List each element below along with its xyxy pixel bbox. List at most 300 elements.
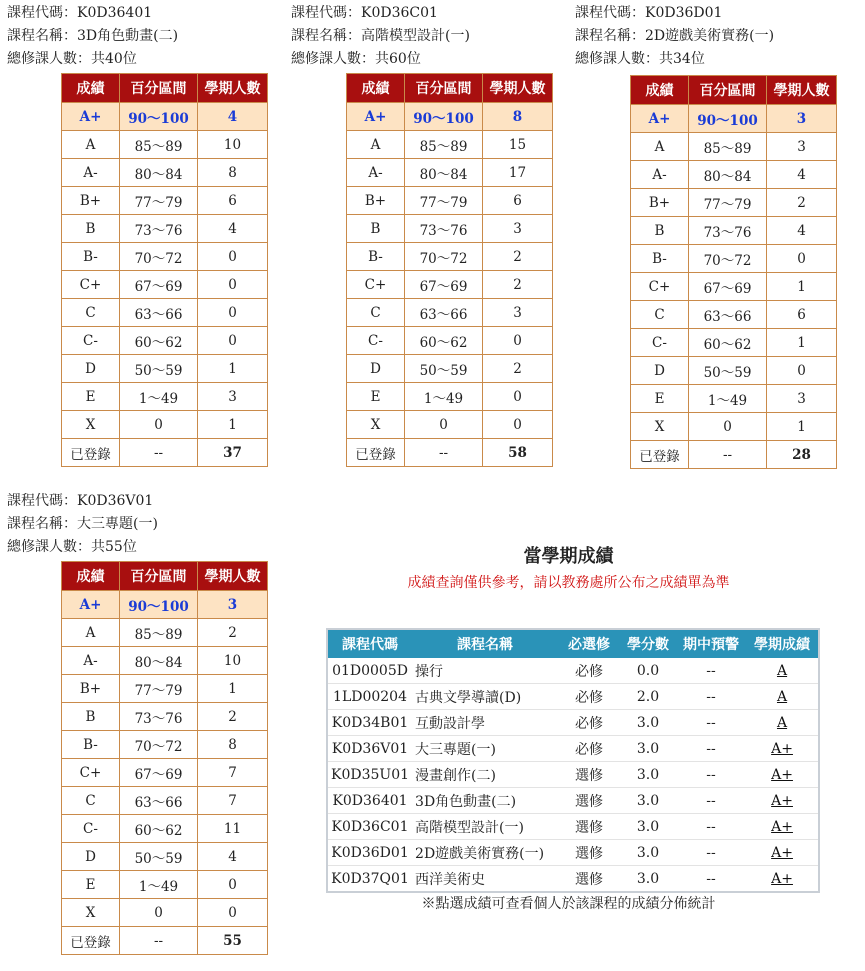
range-cell: -- — [120, 439, 198, 467]
course-code: K0D36401 — [77, 5, 153, 21]
course-block-4 — [7, 490, 268, 955]
grade-link[interactable]: A+ — [771, 766, 793, 783]
range-cell: 50～59 — [689, 357, 767, 385]
range-cell: 0 — [120, 899, 198, 927]
count-cell: 37 — [198, 439, 268, 467]
count-cell: 0 — [198, 299, 268, 327]
range-cell: 67～69 — [120, 271, 198, 299]
distribution-row — [62, 899, 268, 927]
col-grade: 成績 — [347, 74, 405, 103]
grade-cell: C — [62, 787, 120, 815]
distribution-row — [631, 441, 837, 469]
course-name-cell: 操行 — [412, 658, 558, 684]
course-total: 共55位 — [91, 539, 137, 555]
count-cell: 0 — [483, 411, 553, 439]
distribution-row — [631, 413, 837, 441]
course-code-cell: K0D35U01 — [327, 762, 412, 788]
range-cell: 70～72 — [689, 245, 767, 273]
distribution-row — [631, 385, 837, 413]
course-code-cell: K0D36C01 — [327, 814, 412, 840]
midterm-warning-cell: -- — [676, 788, 746, 814]
grade-cell: A+ — [631, 105, 689, 133]
grade-cell: X — [347, 411, 405, 439]
course-total: 共60位 — [375, 51, 421, 67]
course-name-cell: 古典文學導讀(D) — [412, 684, 558, 710]
grade-cell: C+ — [62, 759, 120, 787]
distribution-row — [62, 871, 268, 899]
distribution-row — [631, 245, 837, 273]
range-cell: 0 — [405, 411, 483, 439]
grade-cell: 已登錄 — [631, 441, 689, 469]
grade-cell: A — [347, 131, 405, 159]
range-cell: 85～89 — [689, 133, 767, 161]
distribution-row — [631, 273, 837, 301]
range-cell: 70～72 — [405, 243, 483, 271]
grade-link[interactable]: A — [776, 714, 788, 731]
distribution-row — [631, 357, 837, 385]
required-cell: 選修 — [558, 840, 620, 866]
required-cell: 選修 — [558, 866, 620, 893]
semester-grade-cell — [746, 840, 819, 866]
course-code-cell: K0D36D01 — [327, 840, 412, 866]
distribution-row — [62, 299, 268, 327]
grade-link[interactable]: A+ — [771, 844, 793, 861]
grade-cell: A- — [62, 647, 120, 675]
count-cell: 0 — [198, 327, 268, 355]
range-cell: 85～89 — [405, 131, 483, 159]
grade-cell: C+ — [62, 271, 120, 299]
distribution-row — [62, 787, 268, 815]
course-name: 大三專題(一) — [77, 516, 158, 532]
range-cell: 80～84 — [120, 647, 198, 675]
col-grade: 成績 — [631, 76, 689, 105]
course-total-line: 總修課人數：共60位 — [291, 51, 421, 67]
required-cell: 必修 — [558, 710, 620, 736]
course-name-cell: 漫畫創作(二) — [412, 762, 558, 788]
required-cell: 選修 — [558, 814, 620, 840]
distribution-row — [347, 439, 553, 467]
distribution-row — [62, 103, 268, 131]
current-grade-row — [327, 710, 819, 736]
col-count: 學期人數 — [483, 74, 553, 103]
col-count: 學期人數 — [767, 76, 837, 105]
distribution-row — [62, 411, 268, 439]
count-cell: 6 — [198, 187, 268, 215]
distribution-header — [62, 562, 268, 591]
distribution-row — [347, 355, 553, 383]
credits-cell: 3.0 — [620, 710, 676, 736]
distribution-row — [62, 215, 268, 243]
course-total: 共40位 — [91, 51, 137, 67]
grade-cell: C- — [62, 327, 120, 355]
distribution-row — [347, 243, 553, 271]
range-cell: 63～66 — [689, 301, 767, 329]
count-cell: 2 — [483, 271, 553, 299]
current-grade-row — [327, 658, 819, 684]
count-cell: 11 — [198, 815, 268, 843]
col-count: 學期人數 — [198, 562, 268, 591]
distribution-row — [62, 355, 268, 383]
count-cell: 3 — [198, 591, 268, 619]
current-grade-row — [327, 736, 819, 762]
grade-cell: B — [631, 217, 689, 245]
grade-cell: 已登錄 — [62, 439, 120, 467]
credits-cell: 3.0 — [620, 736, 676, 762]
current-grades-table — [326, 628, 820, 893]
grade-cell: E — [62, 383, 120, 411]
count-cell: 0 — [198, 871, 268, 899]
range-cell: 67～69 — [405, 271, 483, 299]
range-cell: 73～76 — [120, 703, 198, 731]
range-cell: 73～76 — [120, 215, 198, 243]
count-cell: 3 — [198, 383, 268, 411]
course-name-line: 課程名稱：高階模型設計(一) — [291, 28, 470, 44]
range-cell: 60～62 — [405, 327, 483, 355]
course-code-line: 課程代碼：K0D36401 — [7, 5, 153, 21]
grade-cell: A — [62, 131, 120, 159]
distribution-row — [62, 731, 268, 759]
col-course-name: 課程名稱 — [412, 629, 558, 658]
range-cell: -- — [405, 439, 483, 467]
range-cell: 77～79 — [120, 187, 198, 215]
count-cell: 4 — [198, 103, 268, 131]
range-cell: 67～69 — [120, 759, 198, 787]
range-cell: 50～59 — [405, 355, 483, 383]
grade-link[interactable]: A — [776, 662, 788, 679]
course-name-line: 課程名稱：大三專題(一) — [7, 516, 158, 532]
range-cell: 90～100 — [120, 591, 198, 619]
semester-grade-cell — [746, 736, 819, 762]
grade-cell: A- — [62, 159, 120, 187]
grade-cell: C — [631, 301, 689, 329]
count-cell: 2 — [483, 243, 553, 271]
col-required: 必選修 — [558, 629, 620, 658]
course-code-cell: K0D37Q01 — [327, 866, 412, 893]
course-name: 2D遊戲美術實務(一) — [645, 28, 775, 44]
current-grade-row — [327, 840, 819, 866]
distribution-row — [62, 591, 268, 619]
grade-link[interactable]: A — [776, 688, 788, 705]
range-cell: 50～59 — [120, 355, 198, 383]
required-cell: 選修 — [558, 788, 620, 814]
semester-grade-cell — [746, 762, 819, 788]
count-cell: 1 — [767, 413, 837, 441]
distribution-row — [347, 131, 553, 159]
range-cell: 80～84 — [120, 159, 198, 187]
range-cell: 60～62 — [689, 329, 767, 357]
count-cell: 8 — [198, 731, 268, 759]
col-midterm-warning: 期中預警 — [676, 629, 746, 658]
range-cell: 73～76 — [689, 217, 767, 245]
range-cell: 1～49 — [120, 871, 198, 899]
col-semester-grade: 學期成績 — [746, 629, 819, 658]
count-cell: 10 — [198, 131, 268, 159]
col-count: 學期人數 — [198, 74, 268, 103]
range-cell: 50～59 — [120, 843, 198, 871]
course-name-cell: 互動設計學 — [412, 710, 558, 736]
range-cell: -- — [689, 441, 767, 469]
course-code-cell: K0D36V01 — [327, 736, 412, 762]
count-cell: 3 — [767, 105, 837, 133]
distribution-row — [631, 329, 837, 357]
credits-cell: 3.0 — [620, 814, 676, 840]
course-name: 3D角色動畫(二) — [77, 28, 179, 44]
grade-cell: B — [62, 215, 120, 243]
range-cell: 0 — [689, 413, 767, 441]
distribution-row — [62, 439, 268, 467]
grade-cell: E — [62, 871, 120, 899]
count-cell: 17 — [483, 159, 553, 187]
count-cell: 6 — [483, 187, 553, 215]
current-grades-header — [327, 629, 819, 658]
grade-cell: X — [62, 411, 120, 439]
grade-cell: A- — [631, 161, 689, 189]
range-cell: 70～72 — [120, 731, 198, 759]
course-name-cell: 大三專題(一) — [412, 736, 558, 762]
course-code: K0D36V01 — [77, 493, 154, 509]
count-cell: 2 — [483, 355, 553, 383]
grade-cell: C — [62, 299, 120, 327]
credits-cell: 0.0 — [620, 658, 676, 684]
count-cell: 3 — [767, 385, 837, 413]
grade-cell: E — [631, 385, 689, 413]
course-code: K0D36C01 — [361, 5, 438, 21]
count-cell: 3 — [483, 215, 553, 243]
grade-cell: C+ — [631, 273, 689, 301]
count-cell: 28 — [767, 441, 837, 469]
current-grade-row — [327, 866, 819, 893]
col-range: 百分區間 — [689, 76, 767, 105]
distribution-row — [347, 187, 553, 215]
midterm-warning-cell: -- — [676, 710, 746, 736]
distribution-row — [62, 815, 268, 843]
midterm-warning-cell: -- — [676, 840, 746, 866]
semester-grade-cell — [746, 788, 819, 814]
required-cell: 選修 — [558, 762, 620, 788]
course-total-line: 總修課人數：共55位 — [7, 539, 137, 555]
course-name-cell: 3D角色動畫(二) — [412, 788, 558, 814]
distribution-row — [631, 217, 837, 245]
count-cell: 3 — [483, 299, 553, 327]
distribution-row — [62, 927, 268, 955]
grade-cell: C — [347, 299, 405, 327]
count-cell: 7 — [198, 759, 268, 787]
current-grade-row — [327, 684, 819, 710]
range-cell: 70～72 — [120, 243, 198, 271]
count-cell: 2 — [767, 189, 837, 217]
grade-cell: D — [62, 355, 120, 383]
range-cell: -- — [120, 927, 198, 955]
distribution-header — [62, 74, 268, 103]
course-code-cell: 01D0005D — [327, 658, 412, 684]
count-cell: 1 — [198, 355, 268, 383]
count-cell: 6 — [767, 301, 837, 329]
distribution-row — [347, 103, 553, 131]
count-cell: 0 — [767, 245, 837, 273]
required-cell: 必修 — [558, 736, 620, 762]
course-name-cell: 2D遊戲美術實務(一) — [412, 840, 558, 866]
grade-cell: B- — [631, 245, 689, 273]
distribution-row — [62, 327, 268, 355]
credits-cell: 2.0 — [620, 684, 676, 710]
grade-cell: 已登錄 — [62, 927, 120, 955]
distribution-row — [62, 271, 268, 299]
grade-link[interactable]: A+ — [771, 792, 793, 809]
distribution-row — [347, 383, 553, 411]
count-cell: 4 — [767, 161, 837, 189]
semester-grade-cell — [746, 710, 819, 736]
semester-grade-cell — [746, 866, 819, 893]
grade-cell: D — [347, 355, 405, 383]
midterm-warning-cell: -- — [676, 736, 746, 762]
grade-cell: D — [62, 843, 120, 871]
col-grade: 成績 — [62, 562, 120, 591]
grade-cell: C- — [62, 815, 120, 843]
distribution-row — [62, 383, 268, 411]
course-code-line: 課程代碼：K0D36V01 — [7, 493, 154, 509]
course-block-1 — [7, 2, 268, 467]
course-total-line: 總修課人數：共40位 — [7, 51, 137, 67]
distribution-row — [62, 843, 268, 871]
semester-grade-cell — [746, 684, 819, 710]
range-cell: 63～66 — [120, 299, 198, 327]
distribution-row — [631, 301, 837, 329]
count-cell: 0 — [483, 383, 553, 411]
count-cell: 15 — [483, 131, 553, 159]
course-name-cell: 高階模型設計(一) — [412, 814, 558, 840]
grade-cell: C- — [631, 329, 689, 357]
current-grade-row — [327, 814, 819, 840]
distribution-row — [631, 105, 837, 133]
grade-link[interactable]: A+ — [771, 818, 793, 835]
grade-cell: 已登錄 — [347, 439, 405, 467]
midterm-warning-cell: -- — [676, 684, 746, 710]
count-cell: 55 — [198, 927, 268, 955]
range-cell: 67～69 — [689, 273, 767, 301]
range-cell: 80～84 — [689, 161, 767, 189]
grade-cell: A — [631, 133, 689, 161]
distribution-row — [62, 647, 268, 675]
grade-cell: A+ — [62, 591, 120, 619]
range-cell: 60～62 — [120, 815, 198, 843]
grade-distribution-table — [61, 73, 268, 467]
range-cell: 80～84 — [405, 159, 483, 187]
distribution-row — [631, 161, 837, 189]
count-cell: 1 — [198, 675, 268, 703]
current-semester-title: 當學期成績 — [523, 546, 614, 567]
range-cell: 90～100 — [689, 105, 767, 133]
count-cell: 4 — [767, 217, 837, 245]
grade-cell: B- — [62, 731, 120, 759]
course-total-line: 總修課人數：共34位 — [575, 51, 705, 67]
range-cell: 73～76 — [405, 215, 483, 243]
grade-cell: A+ — [347, 103, 405, 131]
grade-cell: B+ — [62, 675, 120, 703]
required-cell: 必修 — [558, 658, 620, 684]
count-cell: 0 — [483, 327, 553, 355]
distribution-row — [62, 759, 268, 787]
course-code-cell: K0D36401 — [327, 788, 412, 814]
distribution-row — [62, 187, 268, 215]
semester-grade-cell — [746, 658, 819, 684]
distribution-header — [631, 76, 837, 105]
count-cell: 1 — [198, 411, 268, 439]
grade-cell: B- — [62, 243, 120, 271]
range-cell: 1～49 — [405, 383, 483, 411]
credits-cell: 3.0 — [620, 866, 676, 893]
grade-cell: X — [62, 899, 120, 927]
grade-cell: B+ — [347, 187, 405, 215]
disclaimer-note: 成績查詢僅供參考，請以教務處所公布之成績單為準 — [407, 575, 730, 591]
count-cell: 1 — [767, 329, 837, 357]
distribution-row — [631, 189, 837, 217]
distribution-row — [62, 159, 268, 187]
credits-cell: 3.0 — [620, 762, 676, 788]
grade-cell: B+ — [631, 189, 689, 217]
count-cell: 0 — [767, 357, 837, 385]
required-cell: 必修 — [558, 684, 620, 710]
grade-distribution-table — [346, 73, 553, 467]
distribution-row — [62, 243, 268, 271]
count-cell: 8 — [198, 159, 268, 187]
course-code: K0D36D01 — [645, 5, 723, 21]
col-range: 百分區間 — [405, 74, 483, 103]
distribution-row — [347, 215, 553, 243]
distribution-row — [631, 133, 837, 161]
distribution-row — [347, 159, 553, 187]
col-range: 百分區間 — [120, 74, 198, 103]
range-cell: 63～66 — [405, 299, 483, 327]
course-name-line: 課程名稱：3D角色動畫(二) — [7, 28, 179, 44]
col-grade: 成績 — [62, 74, 120, 103]
current-grade-row — [327, 788, 819, 814]
credits-cell: 3.0 — [620, 788, 676, 814]
current-grade-row — [327, 762, 819, 788]
count-cell: 0 — [198, 271, 268, 299]
distribution-row — [62, 131, 268, 159]
range-cell: 60～62 — [120, 327, 198, 355]
distribution-row — [347, 271, 553, 299]
grade-cell: A- — [347, 159, 405, 187]
grade-cell: C+ — [347, 271, 405, 299]
distribution-row — [347, 411, 553, 439]
range-cell: 1～49 — [120, 383, 198, 411]
grade-cell: D — [631, 357, 689, 385]
grade-link[interactable]: A+ — [771, 740, 793, 757]
distribution-row — [62, 675, 268, 703]
grade-link[interactable]: A+ — [771, 870, 793, 887]
range-cell: 77～79 — [405, 187, 483, 215]
count-cell: 0 — [198, 243, 268, 271]
grade-distribution-table — [61, 561, 268, 955]
grade-cell: B — [347, 215, 405, 243]
count-cell: 4 — [198, 215, 268, 243]
semester-grade-cell — [746, 814, 819, 840]
grade-cell: A — [62, 619, 120, 647]
count-cell: 3 — [767, 133, 837, 161]
count-cell: 2 — [198, 619, 268, 647]
course-name: 高階模型設計(一) — [361, 28, 470, 44]
count-cell: 4 — [198, 843, 268, 871]
range-cell: 85～89 — [120, 131, 198, 159]
col-course-code: 課程代碼 — [327, 629, 412, 658]
course-code-line: 課程代碼：K0D36D01 — [575, 5, 723, 21]
range-cell: 1～49 — [689, 385, 767, 413]
range-cell: 85～89 — [120, 619, 198, 647]
course-block-2 — [291, 2, 553, 467]
course-name-line: 課程名稱：2D遊戲美術實務(一) — [575, 28, 775, 44]
grade-click-hint: ※點選成績可查看個人於該課程的成績分佈統計 — [421, 896, 716, 912]
